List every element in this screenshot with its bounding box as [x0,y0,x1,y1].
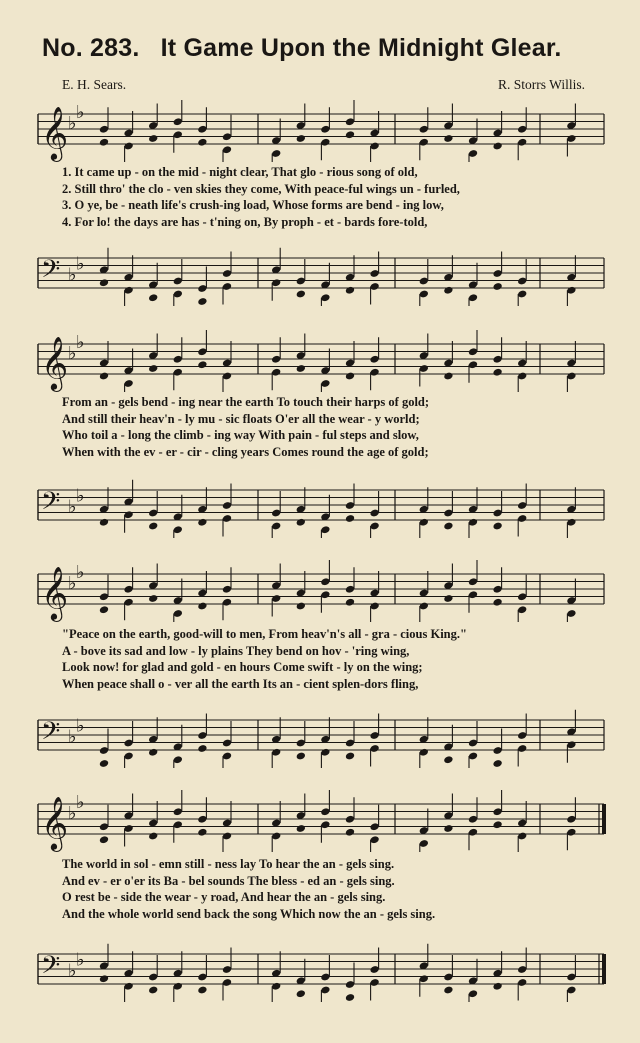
lyric-line: "Peace on the earth, good-will to men, From heav'n's all - gra - cious King." [62,627,467,641]
note-head [492,368,502,377]
note-head [492,598,502,607]
note-head [345,993,355,1002]
note-head [99,759,109,768]
flat-icon: ♭ [68,264,77,286]
lyric-line: O rest be - side the wear - y road, And hear the an - gels sing. [62,890,386,905]
hymn-number: No. 283. [42,34,140,62]
lyric-line: And the whole world send back the song Which now the an - gels sing. [62,906,436,921]
note-head [443,134,453,143]
lyric-line: Look now! for glad and gold - en hours Come swift - ly on the wing; [62,660,423,675]
lyrics-system-4 [62,856,602,922]
lyric-line: The world in sol - emn still - ness lay To hear the an - gels sing. [62,857,395,871]
flat-icon: ♭ [76,561,85,583]
flat-icon: ♭ [76,715,85,737]
note-head [443,522,453,531]
lyric-line: 4. For lo! the days are has - t'ning on, By proph - et - bards fore-told, [62,214,428,229]
note-head [443,755,453,764]
flat-icon: ♭ [76,253,85,275]
note-head [345,752,355,761]
treble-staff-system-2 [0,330,640,392]
hymn-header [42,34,602,63]
note-head [492,759,502,768]
bass-clef-icon: 𝄢 [41,717,61,752]
lyric-line: 1. It came up - on the mid - night clear, That glo - rious song of old, [62,165,418,179]
note-head [99,278,109,287]
treble-staff-system-4 [0,790,640,852]
treble-clef-icon: 𝄞 [41,105,69,160]
note-head [345,598,355,607]
note-head [148,832,158,841]
lyric-line: A - bove its sad and low - ly plains They bend on hov - 'ring wing, [62,643,410,658]
lyrics-system-1 [62,164,602,230]
flat-icon: ♭ [68,960,77,982]
treble-staff [0,100,640,162]
lyric-line: From an - gels bend - ing near the earth To touch their harps of gold; [62,395,430,409]
bass-staff-system-4 [0,940,640,1002]
treble-clef-icon: 𝄞 [41,795,69,850]
note-head [443,824,453,833]
note-head [148,594,158,603]
bass-staff-system-3 [0,706,640,768]
lyric-line: When peace shall o - ver all the earth Its an - cient splen-dors fling, [62,676,419,691]
note-head [345,828,355,837]
note-head [99,835,109,844]
flat-icon: ♭ [68,496,77,518]
note-head [296,290,306,299]
note-head [296,364,306,373]
note-head [148,364,158,373]
note-head [296,752,306,761]
note-head [345,130,355,139]
note-head [492,820,502,829]
flat-icon: ♭ [76,485,85,507]
note-head [296,602,306,611]
note-head [197,744,207,753]
note-head [296,134,306,143]
note-head [197,986,207,995]
note-head [197,297,207,306]
treble-clef-icon: 𝄞 [41,565,69,620]
treble-staff-system-3 [0,560,640,622]
flat-icon: ♭ [76,791,85,813]
flat-icon: ♭ [68,113,77,134]
note-head [197,360,207,369]
composer-credit: R. Storrs Willis. [498,77,585,92]
bass-staff [0,940,640,1002]
bass-staff [0,476,640,538]
note-head [345,286,355,295]
note-head [345,514,355,523]
note-head [148,986,158,995]
hymn-title: It Game Upon the Midnight Glear. [160,34,562,62]
treble-staff [0,560,640,622]
note-head [148,748,158,757]
bass-staff-system-1 [0,244,640,306]
lyrics-system-3 [62,626,602,692]
flat-icon: ♭ [68,343,77,364]
note-head [443,594,453,603]
lyric-line: And still their heav'n - ly mu - sic floats O'er all the wear - y world; [62,411,420,426]
lyrics-system-2 [62,394,602,460]
flat-icon: ♭ [76,101,85,123]
bass-staff [0,244,640,306]
lyric-line: 2. Still thro' the clo - ven skies they come, With peace-ful wings un - furled, [62,181,460,196]
note-head [197,518,207,527]
bass-staff-system-2 [0,476,640,538]
note-head [443,986,453,995]
note-head [99,518,109,527]
note-head [148,134,158,143]
bass-clef-icon: 𝄢 [41,487,61,522]
lyric-line: And ev - er o'er its Ba - bel sounds The bless - ed an - gels sing. [62,873,395,888]
flat-icon: ♭ [76,331,85,353]
note-head [99,974,109,983]
note-head [345,372,355,381]
note-head [443,286,453,295]
bass-clef-icon: 𝄢 [41,255,61,290]
treble-staff [0,790,640,852]
note-head [443,372,453,381]
note-head [99,605,109,614]
note-head [99,372,109,381]
note-head [296,824,306,833]
note-head [197,828,207,837]
note-head [99,138,109,147]
note-head [492,282,502,291]
note-head [148,293,158,302]
lyricist-credit: E. H. Sears. [62,77,127,92]
lyric-line: When with the ev - er - cir - cling years Comes round the age of gold; [62,444,429,459]
flat-icon: ♭ [76,949,85,971]
note-head [492,982,502,991]
treble-staff-system-1 [0,100,640,162]
note-head [197,602,207,611]
bass-clef-icon: 𝄢 [41,951,61,986]
treble-staff [0,330,640,392]
note-head [197,138,207,147]
note-head [492,142,502,151]
lyric-line: 3. O ye, be - neath life's crush-ing load, Whose forms are bend - ing low, [62,198,444,213]
note-head [148,522,158,531]
note-head [296,518,306,527]
lyric-line: Who toil a - long the climb - ing way With pain - ful steps and slow, [62,428,419,443]
note-head [296,989,306,998]
bass-staff [0,706,640,768]
treble-clef-icon: 𝄞 [41,335,69,390]
flat-icon: ♭ [68,803,77,824]
note-head [492,522,502,531]
flat-icon: ♭ [68,726,77,748]
flat-icon: ♭ [68,573,77,594]
